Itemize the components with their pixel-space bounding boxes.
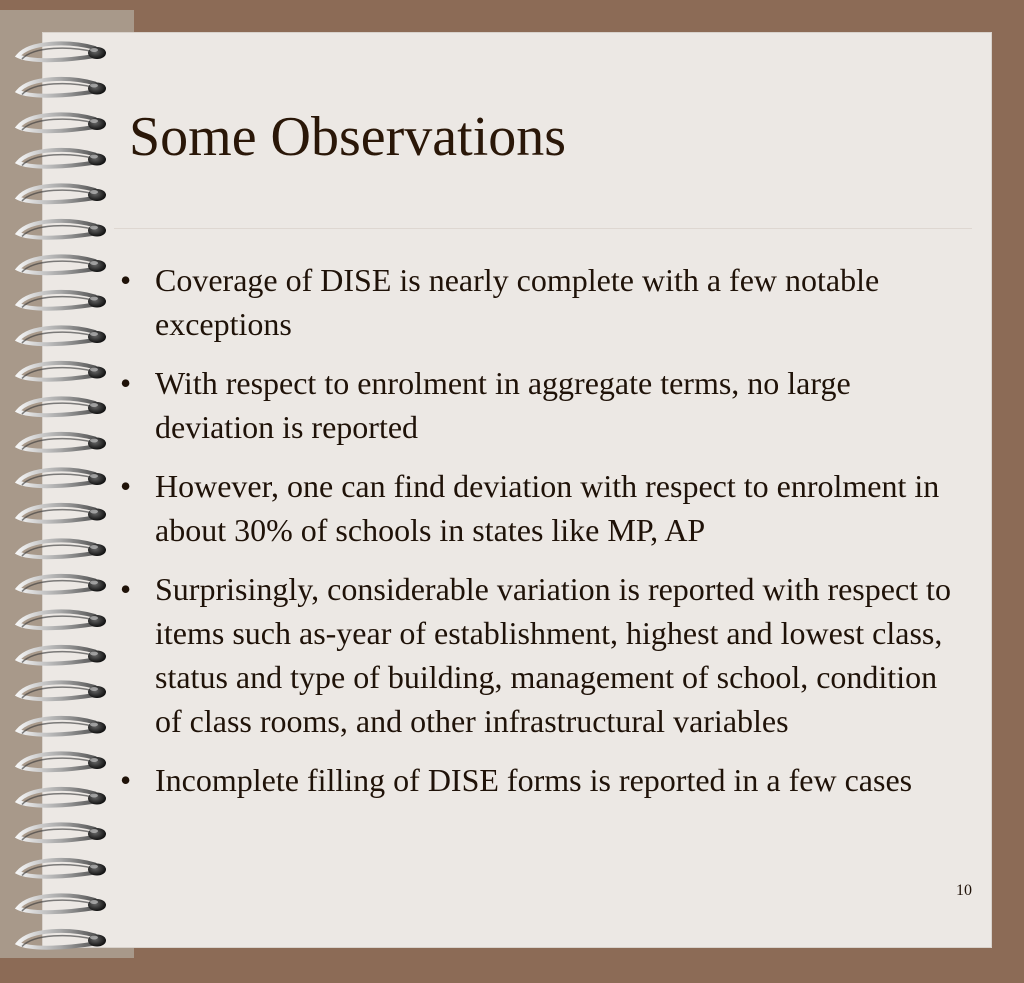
binding-ring [18, 185, 106, 202]
binding-ring [18, 363, 106, 380]
binding-ring [18, 540, 106, 557]
title-divider [114, 228, 972, 229]
binding-ring [18, 860, 106, 877]
page-number: 10 [956, 882, 972, 899]
binding-ring [18, 256, 106, 273]
binding-ring [18, 150, 106, 167]
slide-title: Some Observations [129, 106, 567, 168]
binding-ring [18, 327, 106, 344]
bullet-item-variation: • Surprisingly, considerable variation is reported with respect to items such as-year of establishment, highest and lowest class, status and type of building, management of school, condition of class rooms, and other infrastructural variables [114, 567, 964, 743]
binding-ring [18, 824, 106, 841]
bullet-list [114, 258, 964, 817]
binding-ring [18, 718, 106, 735]
binding-ring [18, 682, 106, 699]
binding-ring [18, 292, 106, 309]
bullet-item-enrolment-aggregate: • With respect to enrolment in aggregate terms, no large deviation is reported [114, 361, 964, 449]
binding-ring [18, 398, 106, 415]
spiral-binding-icon [0, 0, 120, 983]
binding-ring [18, 753, 106, 770]
bullet-item-incomplete-forms: • Incomplete filling of DISE forms is reported in a few cases [114, 758, 964, 802]
binding-ring [18, 79, 106, 96]
binding-ring [18, 434, 106, 451]
binding-ring [18, 611, 106, 628]
binding-ring [18, 505, 106, 522]
binding-ring [18, 576, 106, 593]
binding-ring [18, 43, 106, 60]
binding-ring [18, 221, 106, 238]
binding-ring [18, 789, 106, 806]
binding-ring [18, 114, 106, 131]
binding-ring [18, 895, 106, 912]
binding-ring [18, 647, 106, 664]
binding-ring [18, 469, 106, 486]
binding-ring [18, 931, 106, 948]
bullet-item-coverage: • Coverage of DISE is nearly complete with a few notable exceptions [114, 258, 964, 346]
bullet-item-enrolment-deviation: • However, one can find deviation with respect to enrolment in about 30% of schools in states like MP, AP [114, 464, 964, 552]
